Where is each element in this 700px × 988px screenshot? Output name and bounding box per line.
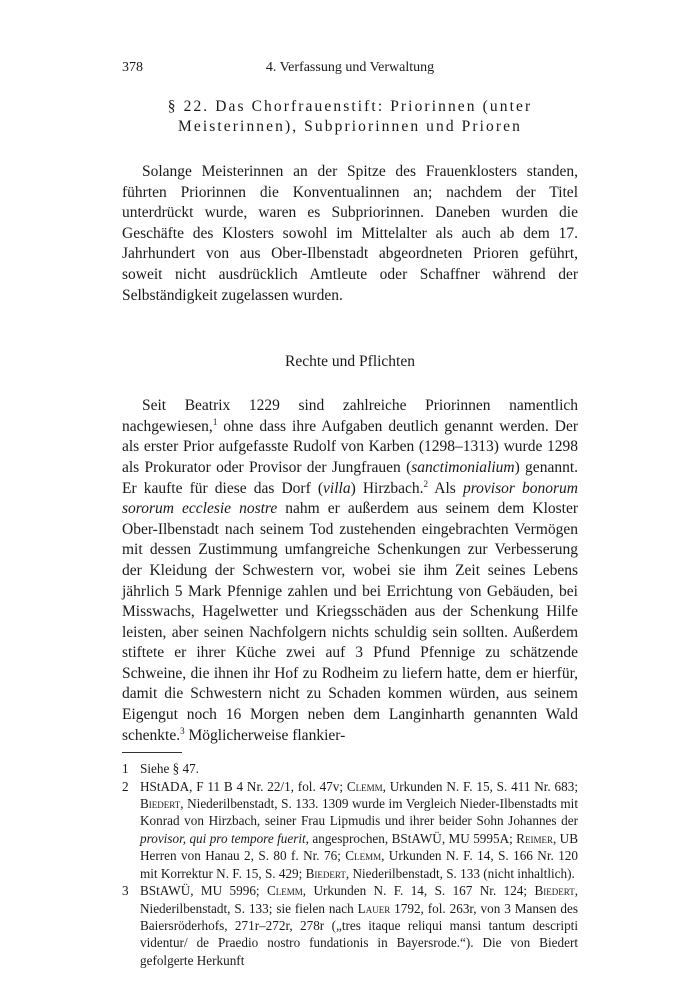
body-text: ) genannt. Er kaufte für diese das Dorf ( bbox=[122, 458, 579, 497]
running-head bbox=[122, 58, 578, 78]
footnote-text: , Niederilbenstadt, S. 133 (nicht inhaltlich). bbox=[345, 865, 575, 881]
author-name: Clemm bbox=[266, 883, 303, 899]
section-heading-line-2: Meisterinnen), Subpriorinnen und Prioren bbox=[177, 118, 522, 135]
footnote-ref-2: 2 bbox=[423, 478, 429, 489]
footnote-number: 1 bbox=[122, 761, 129, 777]
author-name: Biedert bbox=[305, 865, 346, 881]
footnote-text: 1792, fol. 263r, von 3 Mansen des Baiersröderhofs, 271r–272r, 278r („tres itaque reliqui mansi tantum descripti videntur/ de Praedio nostro fundationis in Bayersrode.“). Die von Biedert gefolgerte Herkunft bbox=[140, 900, 579, 968]
footnote-text: HStADA, F 11 B 4 Nr. 22/1, fol. 47v; bbox=[140, 778, 347, 794]
page-number: 378 bbox=[122, 60, 143, 75]
footnote-text: BStAWÜ, MU 5996; bbox=[140, 883, 267, 899]
section-heading bbox=[122, 97, 578, 137]
body-text: Seit Beatrix 1229 sind zahlreiche Priorinnen namentlich nachgewiesen, bbox=[122, 397, 578, 435]
footnote-text: , Urkunden N. F. 15, S. 411 Nr. 683; bbox=[382, 778, 578, 794]
body-text: nahm er außerdem aus seinem dem Kloster Ober-Ilbenstadt nach seinem Tod zustehenden eingebrachten Vermögen mit dessen Zustimmung umfangreiche Schenkungen zur Verbesserung der Kleidung der Schwestern vor, wobei sie ihm Zeit seines Lebens jährlich 5 Mark Pfennige zahlen und bei Errichtung von Gebäuden, bei Misswachs, Hagelwetter und Kriegsschäden aus der Schenkung Hilfe leisten, aber seinen Nachfolgern nichts schuldig sein sollten. Außerdem stiftete er ihrer Küche zwei auf 3 Pfund Pfennige zu schätzende Schweine, die ihnen ihr Hof zu Rodheim zu liefern hatte, dem er hierfür, damit die Schwestern nicht zu Schaden kommen würden, aus seinem Eigengut noch 16 Morgen neben dem Langinharth genannten Wald schenkte. bbox=[122, 500, 578, 744]
footnote-1 bbox=[122, 760, 578, 777]
author-name: Reimer bbox=[516, 830, 553, 846]
author-name: Lauer bbox=[357, 900, 391, 916]
footnote-text: , Urkunden N. F. 14, S. 167 Nr. 124; bbox=[302, 883, 535, 899]
footnote-ref-3: 3 bbox=[180, 725, 185, 736]
footnote-text: , angesprochen, BStAWÜ, MU 5995A; bbox=[305, 830, 517, 846]
author-name: Clemm bbox=[346, 778, 383, 794]
footnotes bbox=[122, 760, 578, 969]
footnote-number: 2 bbox=[122, 778, 129, 794]
footnote-text: , Urkunden N. F. 14, S. 166 Nr. 120 mit Korrektur N. F. 15, S. 429; bbox=[140, 848, 578, 881]
footnote-ref-1: 1 bbox=[212, 416, 218, 427]
footnote-number: 3 bbox=[122, 883, 129, 899]
latin-phrase: provisor, qui pro tempore fuerit bbox=[140, 830, 306, 846]
body-text: ohne dass ihre Aufgaben deutlich genannt werden. Der als erster Prior aufgefasste Rudolf von Karben (1298–1313) wurde 1298 als Prokurator oder Provisor der Jungfrauen ( bbox=[122, 417, 578, 476]
body-paragraph bbox=[122, 396, 578, 746]
latin-term: villa bbox=[323, 479, 351, 497]
body-text: Möglicherweise flankier- bbox=[184, 726, 346, 744]
latin-term: sanctimonialium bbox=[411, 458, 515, 476]
author-name: Biedert bbox=[534, 883, 575, 899]
author-name: Clemm bbox=[345, 848, 382, 864]
latin-phrase: provisor bonorum sororum ecclesie nostre bbox=[122, 479, 578, 518]
author-name: Biedert bbox=[140, 796, 181, 812]
body-text: Als bbox=[428, 479, 463, 497]
book-page bbox=[122, 58, 578, 969]
body-text: ) Hirzbach. bbox=[350, 479, 424, 497]
footnote-text: , UB Herren von Hanau 2, S. 80 f. Nr. 76; bbox=[140, 830, 578, 864]
section-heading-line-1: § 22. Das Chorfrauenstift: Priorinnen (unter bbox=[167, 98, 533, 115]
footnote-3 bbox=[122, 882, 578, 969]
footnote-text: , Niederilbenstadt, S. 133. 1309 wurde im Vergleich Nieder-Ilbenstadts mit Konrad von Hirzbach, seiner Frau Lipmudis und ihrer beider Sohn Johannes der bbox=[140, 796, 578, 829]
footnote-divider bbox=[122, 752, 182, 753]
subheading: Rechte und Pflichten bbox=[285, 353, 415, 371]
footnote-2 bbox=[122, 778, 578, 882]
running-title: 4. Verfassung und Verwaltung bbox=[265, 60, 435, 75]
intro-paragraph: Solange Meisterinnen an der Spitze des Frauenklosters standen, führten Priorinnen die Konventualinnen an; nachdem der Titel unterdrückt wurde, waren es Subpriorinnen. Daneben wurden die Geschäfte des Klosters sowohl im Mittelalter als auch ab dem 17. Jahrhundert von aus Ober-Ilbenstadt abgeordneten Prioren geführt, soweit nicht ausdrücklich Amtleute oder Schaffner während der Selbständigkeit zugelassen wurden. bbox=[122, 163, 578, 304]
footnote-text: Siehe § 47. bbox=[140, 761, 199, 777]
footnote-text: , Niederilbenstadt, S. 133; sie fielen nach bbox=[140, 883, 578, 916]
